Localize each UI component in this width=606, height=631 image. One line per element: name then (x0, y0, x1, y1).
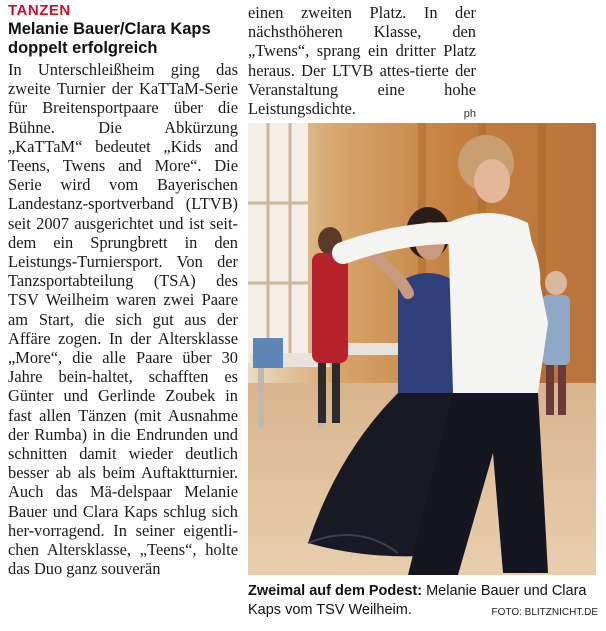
dance-photo (248, 123, 596, 575)
dance-photo-illustration (248, 123, 596, 575)
article-body-column-1: In Unterschleißheim ging das zweite Turnier der KaTTaM-Serie für Breitensportpaare über die Bühne. Die Abkürzung „KaTTaM“ bedeutet „Kids and Teens, Twens and More“. Die Serie wird vom Bayerischen Landestanz-sportverband (LTVB) seit 2007 ausgerichtet und ist seit-dem ein Sprungbrett in den Leistungs-Turniersport. Von der Tanzsportabteilung (TSA) des TSV Weilheim waren zwei Paare am Start, die sich gut aus der Affäre zogen. In der Altersklasse „More“, die alle Paare über 30 Jahre bein-haltet, schafften es Günter und Gerlinde Zoubek in fast allen Tänzen (mit Ausnahme der Rumba) in die Endrunden und schnitten damit wieder deutlich besser ab als beim Auftaktturnier. Auch das Mä-delspaar Melanie Bauer und Clara Kaps schlug sich her-vorragend. In seiner eigentli-chen Altersklasse, „Teens“, holte das Duo ganz souverän (8, 60, 238, 579)
article-body-column-2 (248, 3, 476, 124)
author-signature: ph (463, 108, 476, 121)
caption-lead: Zweimal auf dem Podest: (248, 583, 423, 599)
photo-credit: FOTO: BLITZNICHT.DE (491, 607, 598, 618)
caption-text: Melanie Bauer und Clara Kaps vom TSV Weilheim. (248, 583, 587, 618)
article-body-column-2-text: einen zweiten Platz. In der nächsthöheren Klasse, den „Twens“, sprang ein dritter Platz heraus. Der LTVB attes-tierte der Veranstaltung eine hohe Leistungsdichte. (248, 3, 476, 119)
article-headline: Melanie Bauer/Clara Kaps doppelt erfolgreich (8, 20, 211, 57)
section-kicker: TANZEN (8, 2, 71, 19)
